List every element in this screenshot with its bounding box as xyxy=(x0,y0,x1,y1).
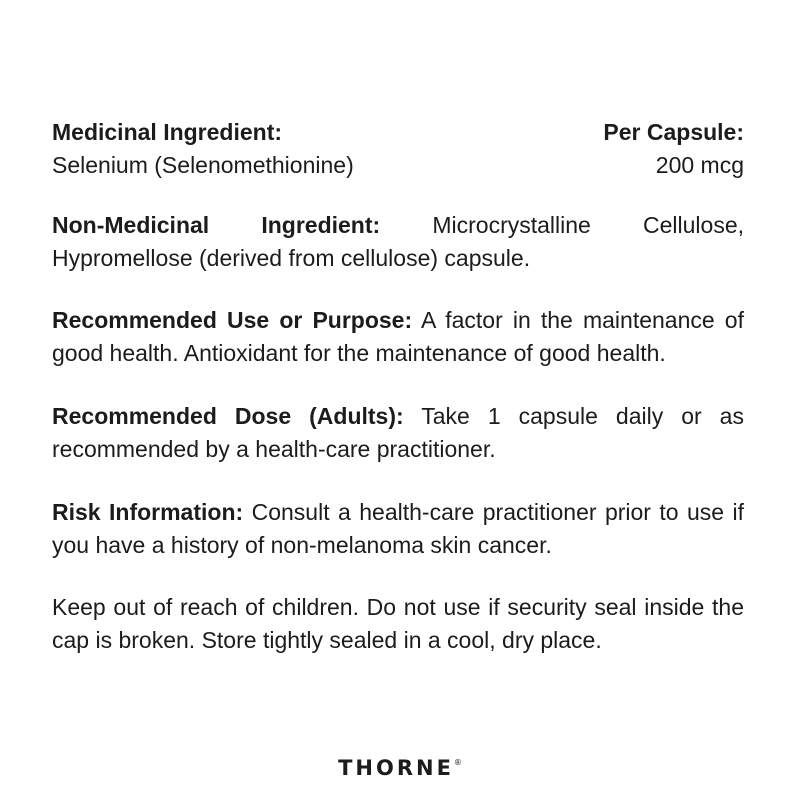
storage-warning-section xyxy=(52,591,744,657)
recommended-use-text: A factor in the maintenance of good health. Antioxidant for the maintenance of good health. xyxy=(52,307,744,366)
medicinal-ingredient-header: Medicinal Ingredient: xyxy=(52,119,283,145)
storage-warning-text: Keep out of reach of children. Do not use if security seal inside the cap is broken. Store tightly sealed in a cool, dry place. xyxy=(52,594,744,653)
medicinal-ingredient-section xyxy=(52,116,744,182)
recommended-use-label: Recommended Use or Purpose: xyxy=(52,307,413,333)
recommended-dose-section xyxy=(52,400,744,466)
ingredient-name: Selenium (Selenomethionine) xyxy=(52,152,354,178)
brand-logo xyxy=(0,756,800,780)
non-medicinal-text: Microcrystalline Cellulose, Hypromellose (derived from cellulose) capsule. xyxy=(52,212,745,271)
per-capsule-header: Per Capsule: xyxy=(603,119,744,145)
non-medicinal-section xyxy=(52,209,744,275)
risk-information-section xyxy=(52,496,744,562)
recommended-use-section xyxy=(52,304,744,370)
recommended-dose-label: Recommended Dose (Adults): xyxy=(52,403,404,429)
risk-information-text: Consult a health-care practitioner prior to use if you have a history of non-melanoma skin cancer. xyxy=(52,499,745,558)
risk-information-label: Risk Information: xyxy=(52,499,244,525)
recommended-dose-text: Take 1 capsule daily or as recommended by a health-care practitioner. xyxy=(52,403,744,462)
brand-name: THORNE xyxy=(338,756,454,780)
ingredient-amount: 200 mcg xyxy=(655,152,744,178)
registered-mark: ® xyxy=(453,758,462,767)
non-medicinal-label: Non-Medicinal Ingredient: xyxy=(52,212,381,238)
